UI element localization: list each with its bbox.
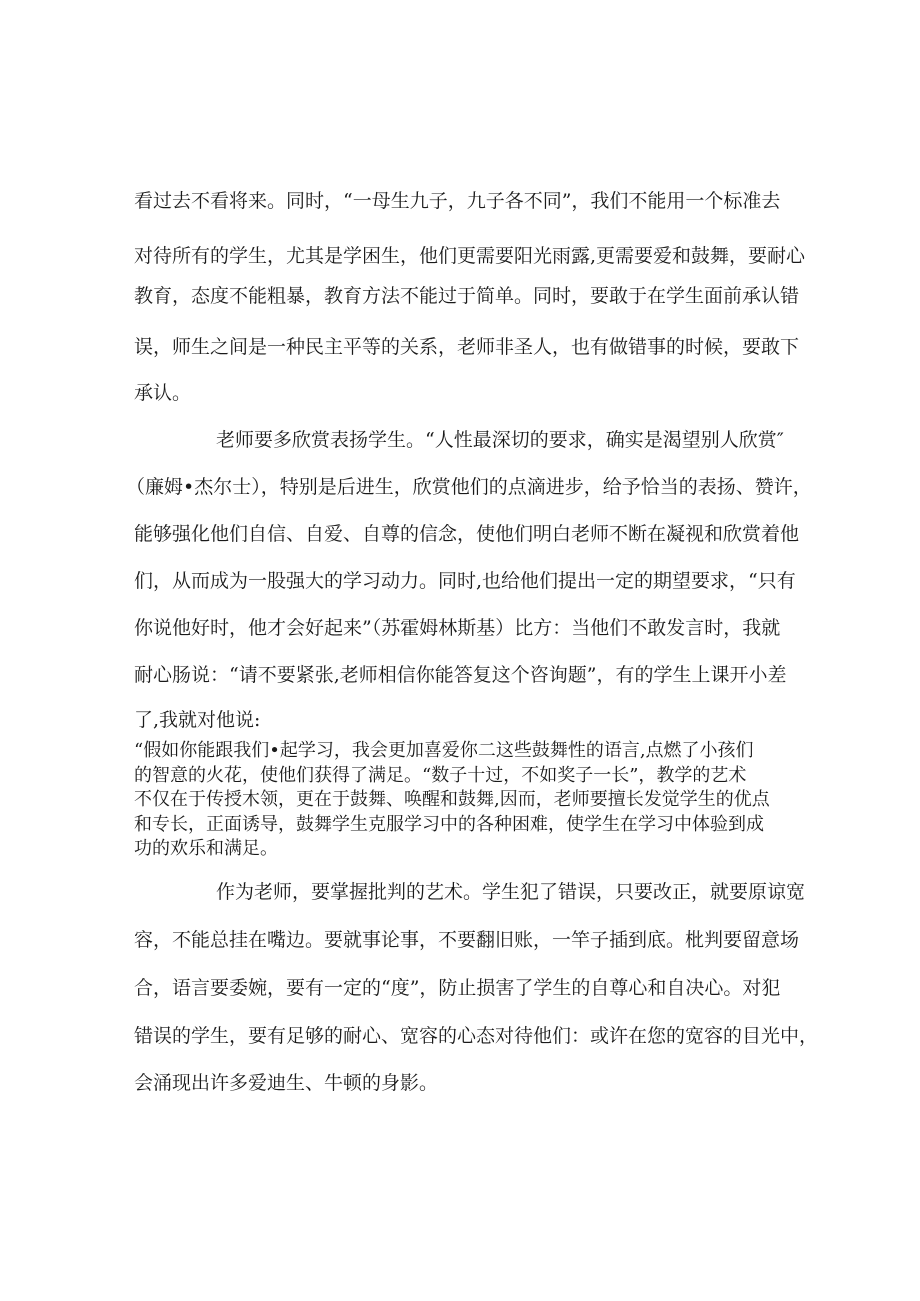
paragraph-1-line-1: 看过去不看将来。同时，“一母生九子，九子各不同”，我们不能用一个标准去 — [134, 190, 781, 212]
paragraph-4-line-5: 会涌现出许多爱迪生、牛顿的身影。 — [134, 1072, 439, 1094]
paragraph-3-line-3: 不仅在于传授木领，更在于鼓舞、唤醒和鼓舞,因而，老师要擅长发觉学生的优点 — [134, 789, 770, 810]
paragraph-3-line-5: 功的欢乐和满足。 — [134, 838, 278, 859]
paragraph-2-line-7: 了,我就对他说: — [134, 709, 261, 731]
paragraph-3-line-2: 的智意的火花，使他们获得了满足。“数子十过，不如奖子一长”，教学的艺术 — [134, 765, 747, 786]
paragraph-4-line-3: 合，语言要委婉，要有一定的“度”，防止损害了学生的自尊心和自决心。对犯 — [134, 977, 781, 999]
paragraph-4-line-4: 错误的学生，要有足够的耐心、宽容的心态对待他们：或许在您的宽容的目光中， — [134, 1025, 819, 1047]
paragraph-2-line-3: 能够强化他们自信、自爱、自尊的信念，使他们明白老师不断在凝视和欣赏着他 — [134, 523, 800, 545]
paragraph-4-line-1: 作为老师，要掌握批判的艺术。学生犯了错误，只要改正，就要原谅宽 — [216, 881, 806, 903]
paragraph-1-line-4: 误，师生之间是一种民主平等的关系，老师非圣人，也有做错事的时候，要敢下 — [134, 336, 800, 358]
paragraph-2-line-2: （廉姆•杰尔士），特别是后进生，欣赏他们的点滴进步，给予恰当的表扬、赞许， — [126, 476, 812, 498]
paragraph-4-line-2: 容，不能总挂在嘴边。要就事论事，不要翻旧账，一竿子插到底。枇判要留意场 — [134, 929, 800, 951]
paragraph-3-line-4: 和专长，正面诱导，鼓舞学生克服学习中的各种困难，使学生在学习中体验到成 — [134, 814, 764, 835]
paragraph-2-line-4: 们，从而成为一股强大的学习动力。同时,也给他们提出一定的期望要求，“只有 — [134, 570, 796, 592]
paragraph-2-line-6: 耐心肠说：“请不要紧张,老师相信你能答复这个咨询题”，有的学生上课开小差 — [134, 664, 787, 686]
paragraph-2-line-5: 你说他好时，他才会好起来”（苏霍姆林斯基）比方：当他们不敢发言时，我就 — [134, 617, 781, 639]
paragraph-2-line-1: 老师要多欣赏表扬学生。“人性最深切的要求，确实是渴望别人欣赏″ — [216, 429, 784, 451]
paragraph-1-line-5: 承认。 — [134, 382, 192, 404]
paragraph-3-line-1: “假如你能跟我们•起学习，我会更加喜爱你二这些鼓舞性的语言,点燃了小孩们 — [134, 740, 754, 761]
paragraph-1-line-2: 对待所有的学生，尤其是学困生，他们更需要阳光雨露,更需要爱和鼓舞，要耐心 — [134, 245, 806, 267]
paragraph-1-line-3: 教育，态度不能粗暴，教育方法不能过于简单。同时，要敢于在学生面前承认错 — [134, 285, 800, 307]
